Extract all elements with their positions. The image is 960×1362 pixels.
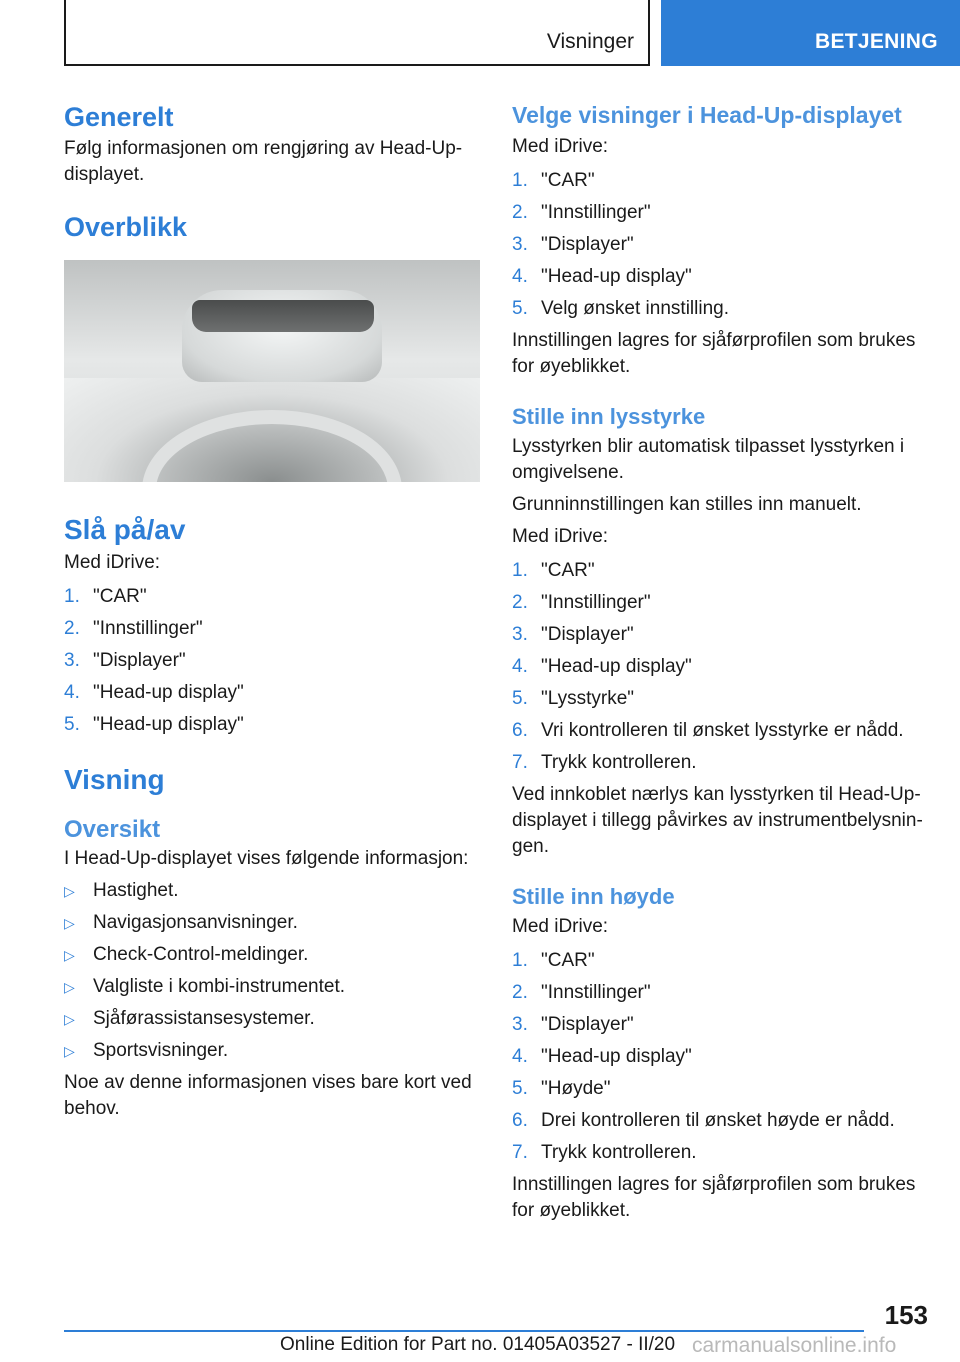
right-column [512, 100, 930, 1224]
list-item: 1. "CAR" [512, 950, 595, 971]
hud-lens-shape [192, 300, 374, 332]
section-title-oversikt: Oversikt [64, 816, 161, 843]
list-item: 4. "Head-up display" [64, 682, 244, 703]
list-item: ▷ Navigasjonsanvisninger. [64, 910, 482, 936]
triangle-bullet-icon: ▷ [64, 915, 75, 931]
hoyde-steps [512, 948, 930, 1166]
section-title-visning: Visning [64, 764, 165, 795]
list-item: ▷ Hastighet. [64, 878, 482, 904]
section-title-overblikk: Overblikk [64, 212, 188, 242]
list-item: 1. "CAR" [512, 170, 595, 191]
lysstyrke-steps [512, 558, 930, 776]
lysstyrke-text2: Grunninnstillingen kan stilles inn manuelt. [512, 494, 862, 515]
list-item: 5. Velg ønsket innstilling. [512, 298, 729, 319]
hoyde-intro: Med iDrive: [512, 916, 609, 937]
list-item: 4. "Head-up display" [512, 1046, 692, 1067]
velge-outro: Innstillingen lagres for sjåførprofilen som brukes for øyeblikket. [512, 330, 916, 377]
triangle-bullet-icon: ▷ [64, 1043, 75, 1059]
list-item: 7. Trykk kontrolleren. [512, 1142, 697, 1163]
page-number: 153 [884, 1300, 928, 1330]
edition-text: Online Edition for Part no. 01405A03527 - II/20 [280, 1334, 676, 1355]
list-item: ▷ Check-Control-meldinger. [64, 942, 482, 968]
header-frame [64, 0, 650, 66]
triangle-bullet-icon: ▷ [64, 979, 75, 995]
oversikt-intro: I Head-Up-displayet vises følgende informasjon: [64, 848, 469, 869]
lysstyrke-intro: Med iDrive: [512, 526, 609, 547]
list-item: 7. Trykk kontrolleren. [512, 752, 697, 773]
list-item: 6. Drei kontrolleren til ønsket høyde er nådd. [512, 1110, 895, 1131]
list-item: 2. "Innstillinger" [512, 202, 651, 223]
breadcrumb: Visninger [546, 30, 634, 53]
list-item: 1. "CAR" [512, 560, 595, 581]
triangle-bullet-icon: ▷ [64, 883, 75, 899]
page-header [64, 0, 960, 66]
list-item: ▷ Valgliste i kombi-instrumentet. [64, 974, 482, 1000]
list-item: ▷ Sjåførassistansesystemer. [64, 1006, 482, 1032]
section-title-hoyde: Stille inn høyde [512, 884, 675, 909]
chapter-tab: BETJENING [661, 0, 960, 66]
list-item: 1. "CAR" [64, 586, 147, 607]
velge-intro: Med iDrive: [512, 136, 609, 157]
velge-steps [512, 168, 930, 322]
lysstyrke-text1: Lysstyrken blir automatisk tilpasset lysstyrken i omgivelsene. [512, 436, 905, 483]
lysstyrke-outro: Ved innkoblet nærlys kan lysstyrken til Head-Up-displayet i tillegg påvirkes av instrumentbelysningen. [512, 784, 923, 857]
list-item: 5. "Lysstyrke" [512, 688, 635, 709]
section-title-lysstyrke: Stille inn lysstyrke [512, 404, 706, 429]
list-item: ▷ Sportsvisninger. [64, 1038, 482, 1064]
oversikt-outro: Noe av denne informasjonen vises bare kort ved behov. [64, 1072, 472, 1119]
list-item: 5. "Høyde" [512, 1078, 611, 1099]
list-item: 2. "Innstillinger" [64, 618, 203, 639]
sla-steps [64, 584, 482, 738]
triangle-bullet-icon: ▷ [64, 1011, 75, 1027]
left-column [64, 100, 482, 1122]
head-up-display-photo [64, 260, 480, 482]
list-item: 3. "Displayer" [512, 1014, 634, 1035]
list-item: 3. "Displayer" [64, 650, 186, 671]
list-item: 2. "Innstillinger" [512, 982, 651, 1003]
hoyde-outro: Innstillingen lagres for sjåførprofilen som brukes for øyeblikket. [512, 1174, 916, 1221]
list-item: 4. "Head-up display" [512, 656, 692, 677]
oversikt-bullets [64, 878, 482, 1064]
list-item: 4. "Head-up display" [512, 266, 692, 287]
section-title-generelt: Generelt [64, 102, 174, 132]
section-title-sla: Slå på/av [64, 514, 186, 545]
sla-intro: Med iDrive: [64, 552, 161, 573]
list-item: 3. "Displayer" [512, 624, 634, 645]
generelt-text: Følg informasjonen om rengjøring av Head-Up-displayet. [64, 138, 463, 185]
list-item: 2. "Innstillinger" [512, 592, 651, 613]
footer-divider [64, 1330, 864, 1332]
list-item: 5. "Head-up display" [64, 714, 244, 735]
section-title-velge: Velge visninger i Head-Up-displayet [512, 102, 902, 128]
list-item: 6. Vri kontrolleren til ønsket lysstyrke er nådd. [512, 720, 904, 741]
triangle-bullet-icon: ▷ [64, 947, 75, 963]
watermark: carmanualsonline.info [692, 1334, 897, 1357]
list-item: 3. "Displayer" [512, 234, 634, 255]
